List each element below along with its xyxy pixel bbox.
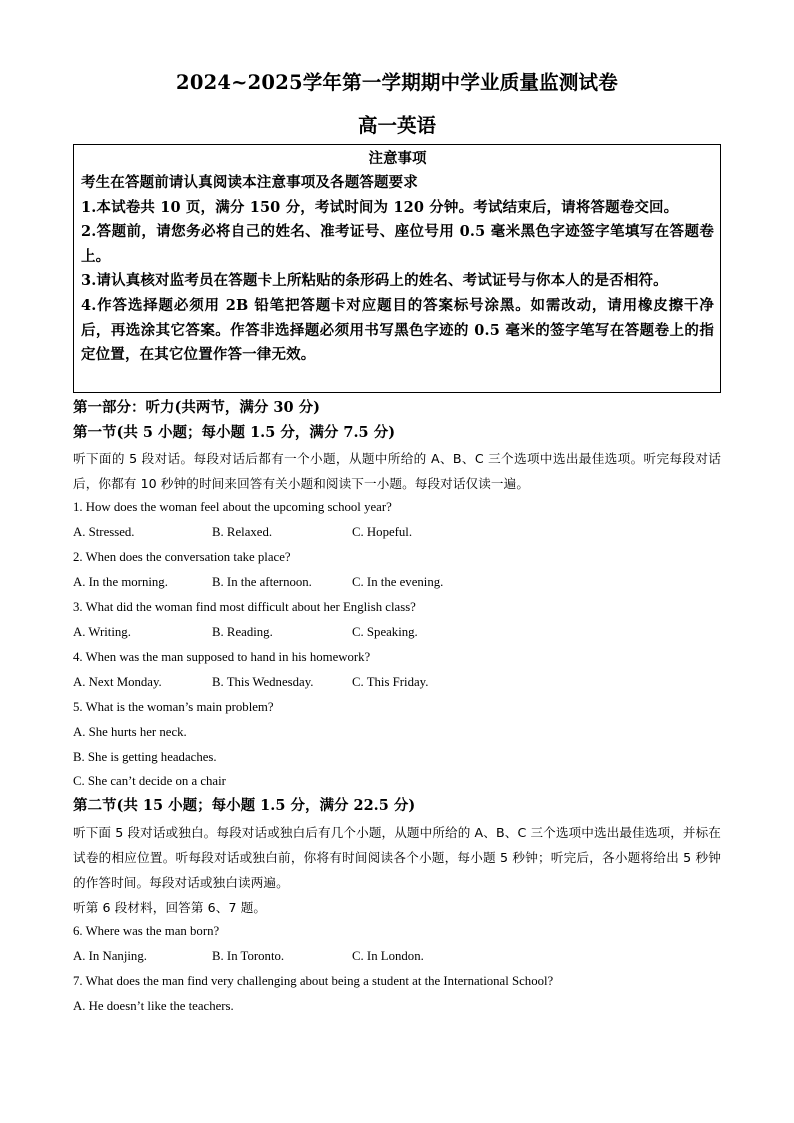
question-3-option-b: B. Reading. xyxy=(212,625,273,639)
section1-instructions: 听下面的 5 段对话。每段对话后都有一个小题，从题中所给的 A、B、C 三个选项中选出最佳选项。听完每段对话后，你都有 10 秒钟的时间来回答有关小题和阅读下一小题。每段对话仅读一遍。 xyxy=(73,451,721,491)
notice-line: 3.请认真核对监考员在答题卡上所粘贴的条形码上的姓名、考试证号与你本人的是否相符。 xyxy=(81,272,668,290)
question-5-option-c: C. She can’t decide on a chair xyxy=(73,774,226,788)
notice-heading: 注意事项 xyxy=(368,150,427,167)
question-2-option-c: C. In the evening. xyxy=(352,575,444,589)
question-1-option-a: A. Stressed. xyxy=(73,525,135,539)
notice-line: 2.答题前，请您务必将自己的姓名、准考证号、座位号用 0.5 毫米黑色字迹签字笔填写在答题卷上。 xyxy=(81,223,714,265)
question-6-option-c: C. In London. xyxy=(352,949,424,963)
question-5-option-b: B. She is getting headaches. xyxy=(73,750,217,764)
question-1-option-b: B. Relaxed. xyxy=(212,525,273,539)
question-5-stem: 5. What is the woman’s main problem? xyxy=(73,700,274,714)
question-7-stem: 7. What does the man find very challenging about being a student at the International School? xyxy=(73,974,554,988)
question-2-stem: 2. When does the conversation take place? xyxy=(73,550,291,564)
notice-line: 4.作答选择题必须用 2B 铅笔把答题卡对应题目的答案标号涂黑。如需改动，请用橡皮擦干净后，再选涂其它答案。作答非选择题必须用书写黑色字迹的 0.5 毫米的签字笔写在答题卷上的指定位置，在其它位置作答一律无效。 xyxy=(81,296,714,364)
notice-box xyxy=(73,144,721,393)
question-3-option-a: A. Writing. xyxy=(73,625,131,639)
section2-material-note: 听第 6 段材料，回答第 6、7 题。 xyxy=(73,900,267,915)
question-1-option-c: C. Hopeful. xyxy=(352,525,413,539)
question-2-option-b: B. In the afternoon. xyxy=(212,575,312,589)
question-6-option-a: A. In Nanjing. xyxy=(73,949,147,963)
question-4-option-a: A. Next Monday. xyxy=(73,675,162,689)
question-4-stem: 4. When was the man supposed to hand in his homework? xyxy=(73,650,371,664)
notice-line: 1.本试卷共 10 页，满分 150 分，考试时间为 120 分钟。考试结束后，请将答题卷交回。 xyxy=(81,198,679,216)
question-1-stem: 1. How does the woman feel about the upcoming school year? xyxy=(73,500,392,514)
section1-heading: 第一节(共 5 小题；每小题 1.5 分，满分 7.5 分) xyxy=(73,424,396,441)
section2-instructions: 听下面 5 段对话或独白。每段对话或独白后有几个小题，从题中所给的 A、B、C 三个选项中选出最佳选项，并标在试卷的相应位置。听每段对话或独白前，你将有时间阅读各个小题，每小题 5 秒钟；听完后，各小题将给出 5 秒钟的作答时间。每段对话或独白读两遍。 xyxy=(73,825,721,890)
question-6-stem: 6. Where was the man born? xyxy=(73,924,220,938)
question-3-option-c: C. Speaking. xyxy=(352,625,418,639)
exam-title: 2024~2025学年第一学期期中学业质量监测试卷 xyxy=(176,71,618,94)
exam-subtitle: 高一英语 xyxy=(357,114,436,137)
part1-heading: 第一部分：听力(共两节，满分 30 分) xyxy=(73,399,320,416)
question-2-option-a: A. In the morning. xyxy=(73,575,168,589)
section2-heading: 第二节(共 15 小题；每小题 1.5 分，满分 22.5 分) xyxy=(73,797,416,814)
question-4-option-b: B. This Wednesday. xyxy=(212,675,314,689)
question-7-option-a: A. He doesn’t like the teachers. xyxy=(73,999,234,1013)
question-3-stem: 3. What did the woman find most difficult about her English class? xyxy=(73,600,416,614)
question-5-option-a: A. She hurts her neck. xyxy=(73,725,187,739)
notice-line: 考生在答题前请认真阅读本注意事项及各题答题要求 xyxy=(81,174,418,191)
question-6-option-b: B. In Toronto. xyxy=(212,949,285,963)
question-4-option-c: C. This Friday. xyxy=(352,675,429,689)
